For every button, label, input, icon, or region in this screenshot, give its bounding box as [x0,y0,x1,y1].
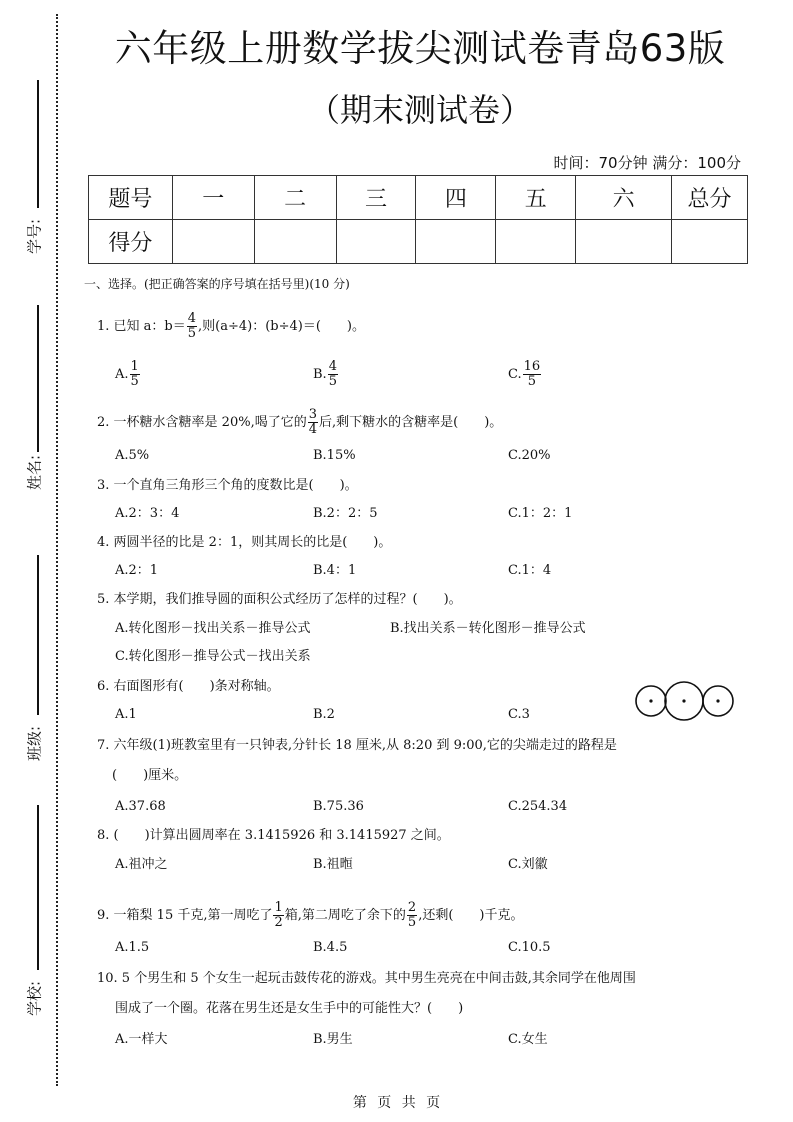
text-segment: B.75.36 [313,799,364,814]
score-column-header: 一 [172,176,254,220]
numerator: 4 [187,311,197,326]
question-4-option-c[interactable] [508,561,551,581]
fraction [187,312,197,341]
question-3-option-a[interactable] [115,504,179,524]
question-6-option-b[interactable] [313,705,335,725]
numerator: 1 [274,900,283,915]
text-segment: A.祖冲之 [115,857,168,872]
text-segment: C.女生 [508,1032,548,1047]
text-segment: B.4：1 [313,563,357,578]
text-segment: C.1：4 [508,563,552,578]
text-segment: 3. 一个直角三角形三个角的度数比是( )。 [97,478,358,493]
text-segment: C.20% [508,448,551,463]
text-segment: 6. 右面图形有( )条对称轴。 [97,679,280,694]
question-number-header: 题号 [89,176,173,220]
question-1-option-b[interactable] [313,359,339,389]
text-segment: ( )厘米。 [112,768,188,783]
question-5-option-c[interactable] [115,647,311,667]
question-5-option-b[interactable] [390,619,586,639]
text-segment: A.5% [115,448,150,463]
text-segment: B.男生 [313,1032,353,1047]
text-segment: 10. 5 个男生和 5 个女生一起玩击鼓传花的游戏。其中男生亮亮在中间击鼓,其余同学在他周围 [97,971,636,986]
score-column-header: 三 [336,176,416,220]
question-2-option-b[interactable] [313,446,356,466]
denominator: 5 [407,915,417,930]
text-segment: A. [115,367,129,382]
question-6-option-c[interactable] [508,705,530,725]
score-cell[interactable] [496,220,576,264]
question-1-stem [97,311,365,341]
fraction [407,901,417,930]
text-segment: 1. 已知 a：b＝ [97,319,186,334]
question-8-option-c[interactable] [508,855,548,875]
score-column-header: 六 [576,176,672,220]
numerator: 4 [328,359,337,374]
section-heading: 一、选择。(把正确答案的序号填在括号里)(10 分) [84,277,350,291]
text-segment: B.祖暅 [313,857,353,872]
name-label: 姓名: [25,454,44,491]
text-segment: 2. 一杯糖水含糖率是 20%,喝了它的 [97,415,307,430]
left-center-dot [649,699,652,702]
question-3-option-b[interactable] [313,504,378,524]
page-footer: 第 页 共 页 [352,1095,441,1111]
text-segment: B.找出关系－转化图形－推导公式 [390,621,586,636]
middle-center-dot [682,699,685,702]
fraction [308,408,318,437]
text-segment: 7. 六年级(1)班教室里有一只钟表,分针长 18 厘米,从 8:20 到 9:00,它的尖端走过的路程是 [97,738,617,753]
text-segment: C.刘徽 [508,857,548,872]
denominator: 5 [187,326,197,341]
text-segment: ,则(a÷4)：(b÷4)＝( )。 [198,319,365,334]
binding-dotted-line [56,14,58,1086]
score-row-label: 得分 [89,220,173,264]
text-segment: 后,剩下糖水的含糖率是( )。 [318,415,503,430]
question-10-stem [115,999,463,1019]
score-cell[interactable] [672,220,748,264]
page-title: 六年级上册数学拔尖测试卷青岛63版 [114,27,726,70]
question-2-option-c[interactable] [508,446,551,466]
name-blank[interactable] [37,305,39,452]
denominator: 5 [328,374,337,389]
question-2-stem [97,407,503,437]
question-7-stem [112,766,187,786]
text-segment: 8. ( )计算出圆周率在 3.1415926 和 3.1415927 之间。 [97,828,450,843]
score-cell[interactable] [172,220,254,264]
score-cell[interactable] [576,220,672,264]
fraction [273,901,283,930]
text-segment: 箱,第二周吃了余下的 [284,908,406,923]
question-7-option-b[interactable] [313,797,364,817]
question-10-option-a[interactable] [115,1030,168,1050]
question-9-option-a[interactable] [115,938,149,958]
numerator: 16 [523,359,541,374]
score-table-score-row [89,220,748,264]
question-8-option-b[interactable] [313,855,353,875]
question-7-option-a[interactable] [115,797,166,817]
question-1-option-c[interactable] [508,359,542,389]
question-6-stem [97,677,280,697]
question-9-stem [97,900,524,930]
time-and-score-info: 时间：70分钟 满分：100分 [553,154,741,172]
student-id-label: 学号: [25,218,44,255]
question-7-stem [97,736,617,756]
question-3-stem [97,476,358,496]
question-6-option-a[interactable] [115,705,137,725]
text-segment: A.37.68 [115,799,166,814]
text-segment: A.1 [115,707,137,722]
score-column-header: 四 [416,176,496,220]
class-label: 班级: [25,725,44,762]
text-segment: 5. 本学期，我们推导圆的面积公式经历了怎样的过程？( )。 [97,592,462,607]
question-4-stem [97,533,391,553]
right-center-dot [716,699,719,702]
denominator: 4 [308,422,317,437]
question-5-option-a[interactable] [115,619,311,639]
text-segment: A.2：1 [115,563,159,578]
score-table-header-row [89,176,748,220]
school-blank[interactable] [37,805,39,970]
question-1-option-a[interactable] [115,359,141,389]
page-subtitle: （期末测试卷） [307,91,532,129]
text-segment: ,还剩( )千克。 [418,908,524,923]
text-segment: B.2 [313,707,335,722]
score-column-header: 二 [254,176,336,220]
text-segment: 4. 两圆半径的比是 2：1，则其周长的比是( )。 [97,535,392,550]
text-segment: 9. 一箱梨 15 千克,第一周吃了 [97,908,273,923]
score-column-header: 五 [496,176,576,220]
question-5-stem [97,590,462,610]
text-segment: A.一样大 [115,1032,168,1047]
question-10-option-b[interactable] [313,1030,353,1050]
question-3-option-c[interactable] [508,504,572,524]
question-8-option-a[interactable] [115,855,168,875]
text-segment: A.1.5 [115,940,150,955]
numerator: 2 [407,900,417,915]
denominator: 5 [527,374,537,389]
score-column-header: 总分 [672,176,748,220]
text-segment: A.2：3：4 [115,506,180,521]
question-4-option-b[interactable] [313,561,356,581]
school-label: 学校: [25,980,44,1017]
question-9-option-c[interactable] [508,938,551,958]
question-7-option-c[interactable] [508,797,567,817]
text-segment: C. [508,367,522,382]
score-cell[interactable] [416,220,496,264]
student-id-blank[interactable] [37,80,39,208]
score-cell[interactable] [254,220,336,264]
fraction [328,360,338,389]
question-2-option-a[interactable] [115,446,149,466]
class-blank[interactable] [37,555,39,715]
text-segment: 围成了一个圈。花落在男生还是女生手中的可能性大？( ) [115,1001,464,1016]
text-segment: C.转化图形－推导公式－找出关系 [115,649,311,664]
fraction [523,360,542,389]
text-segment: B.4.5 [313,940,348,955]
question-10-stem [97,969,636,989]
numerator: 3 [308,407,317,422]
question-8-stem [97,826,450,846]
question-10-option-c[interactable] [508,1030,548,1050]
three-circles-figure [632,680,738,722]
text-segment: C.3 [508,707,530,722]
question-9-option-b[interactable] [313,938,347,958]
score-cell[interactable] [336,220,416,264]
text-segment: A.转化图形－找出关系－推导公式 [115,621,311,636]
text-segment: C.254.34 [508,799,568,814]
text-segment: B.15% [313,448,356,463]
text-segment: C.10.5 [508,940,551,955]
denominator: 2 [274,915,283,930]
question-4-option-a[interactable] [115,561,158,581]
score-table [88,175,748,264]
denominator: 5 [130,374,139,389]
text-segment: C.1：2：1 [508,506,573,521]
text-segment: B. [313,367,327,382]
numerator: 1 [130,359,139,374]
text-segment: B.2：2：5 [313,506,378,521]
fraction [130,360,140,389]
